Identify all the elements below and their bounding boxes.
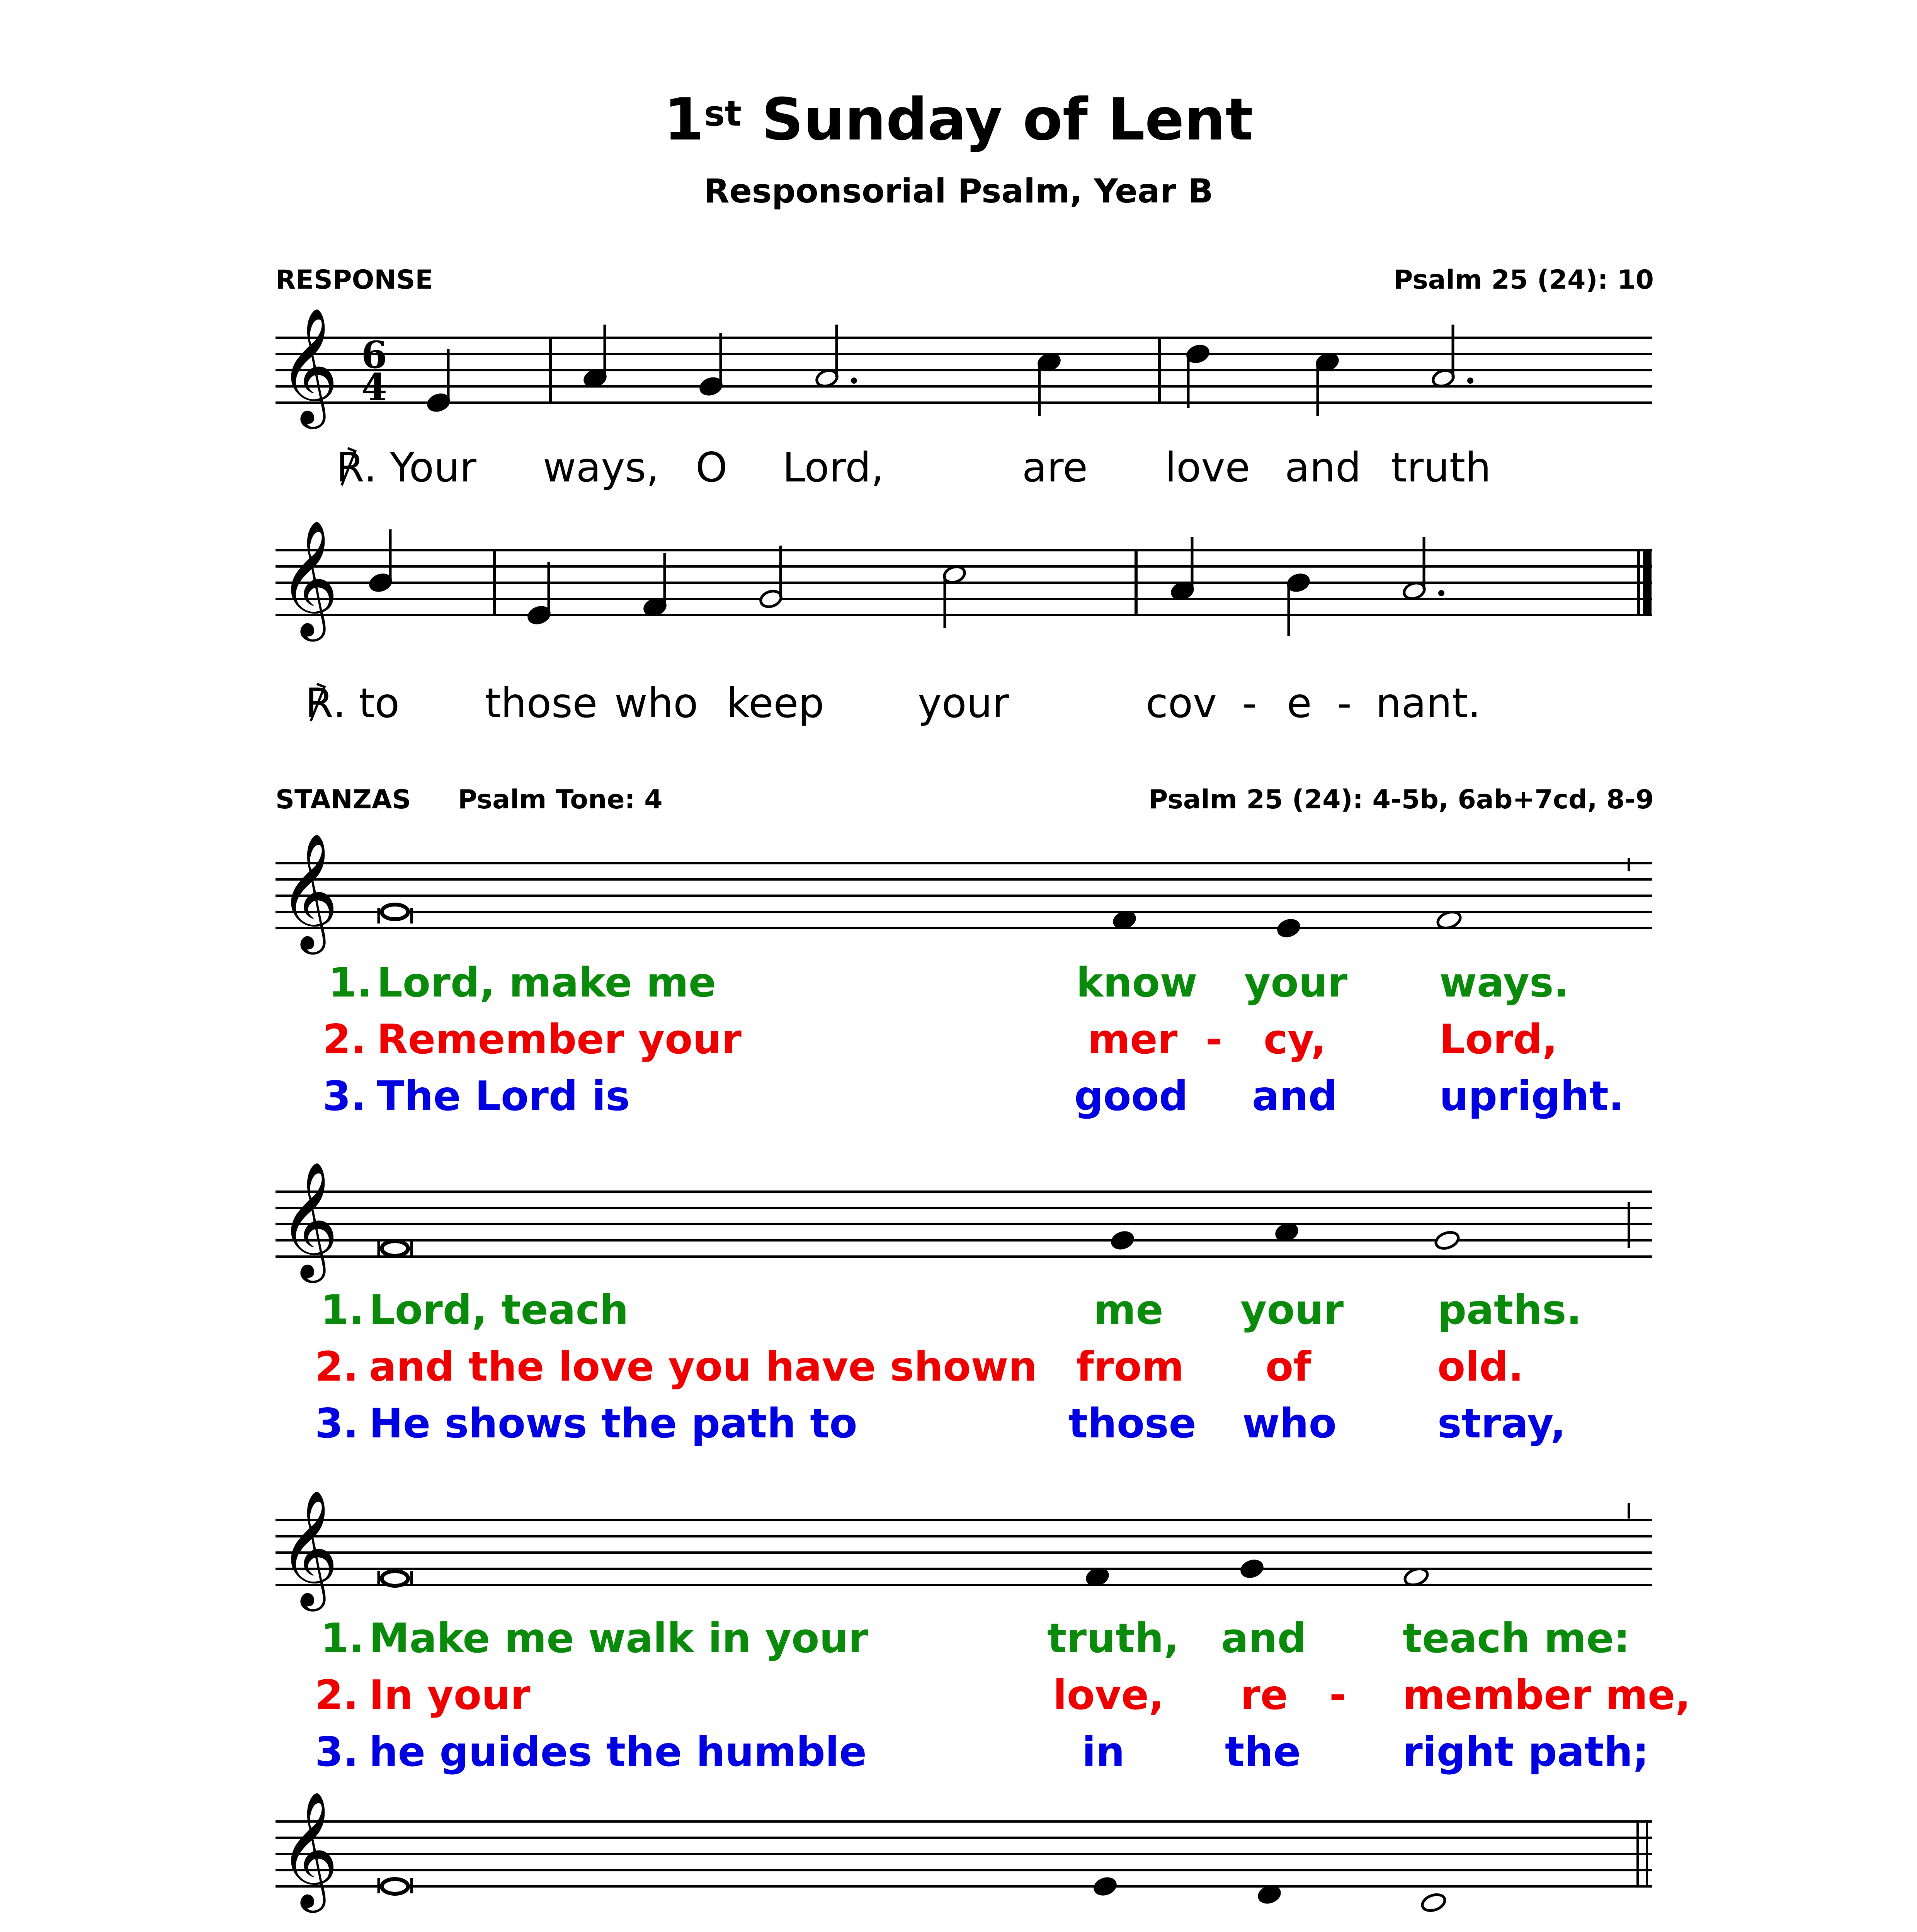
reciting-note — [382, 905, 408, 919]
stanza-text: cy, — [1264, 1016, 1327, 1063]
stanza-text: re — [1240, 1672, 1288, 1719]
dot — [1467, 378, 1473, 384]
lyric: e — [1287, 680, 1312, 727]
response-reference: Psalm 25 (24): 10 — [1393, 265, 1654, 295]
stanza-staff-1 — [0, 827, 1917, 981]
final-barline-thick — [1643, 550, 1652, 615]
lyric: keep — [726, 680, 824, 727]
stanza-text: - — [1329, 1672, 1346, 1719]
stanza-text: and the love you have shown — [369, 1343, 1038, 1390]
time-signature-top: 6 — [361, 333, 387, 377]
stanza-number: 3. — [315, 1728, 359, 1776]
stanza-number: 1. — [321, 1615, 364, 1662]
stanza-text: upright. — [1439, 1073, 1624, 1120]
stanza-number: 3. — [323, 1073, 366, 1120]
stanza-text: truth, — [1047, 1615, 1179, 1662]
stanza-text: me — [1094, 1286, 1163, 1333]
psalm-tone: Psalm Tone: 4 — [458, 784, 663, 815]
stanzas-label: STANZAS — [276, 784, 411, 815]
lyric: those — [485, 680, 598, 727]
stanza-text: in — [1082, 1728, 1125, 1776]
reciting-note — [382, 1879, 408, 1894]
lyric: ways, — [543, 444, 659, 491]
stanza-text: ways. — [1439, 959, 1569, 1006]
stanza-text: mer — [1088, 1016, 1178, 1063]
treble-clef-icon: 𝄞 — [279, 833, 338, 949]
dot — [851, 378, 857, 384]
lyric: are — [1022, 444, 1088, 491]
note — [1420, 1892, 1447, 1913]
time-signature-bottom: 4 — [361, 366, 387, 409]
stanza-text: teach me: — [1403, 1615, 1630, 1662]
stanza-text: In your — [369, 1672, 531, 1719]
treble-clef-icon: 𝄞 — [279, 1161, 338, 1278]
stanza-text: and — [1221, 1615, 1306, 1662]
stanza-number: 1. — [328, 959, 372, 1006]
reciting-note — [382, 1571, 408, 1586]
lyric: cov — [1146, 680, 1217, 727]
stanza-text: paths. — [1437, 1286, 1582, 1333]
stanza-text: Lord, make me — [377, 959, 716, 1006]
stanza-text: stray, — [1437, 1400, 1566, 1447]
stanza-text: from — [1076, 1343, 1184, 1390]
lyric: ℟. to — [305, 680, 400, 727]
stanza-text: right path; — [1403, 1728, 1649, 1776]
treble-clef-icon: 𝄞 — [279, 1490, 338, 1606]
stanza-text: Make me walk in your — [369, 1615, 868, 1662]
response-staff-1 — [0, 301, 1917, 456]
stanza-text: those — [1068, 1400, 1196, 1447]
staff-lines — [276, 550, 1652, 615]
treble-clef-icon: 𝄞 — [279, 307, 338, 424]
reciting-note — [382, 1241, 408, 1256]
stanza-text: old. — [1437, 1343, 1524, 1390]
stanza-number: 2. — [315, 1343, 359, 1390]
title-text: Sunday of Lent — [762, 86, 1254, 153]
lyric: Lord, — [782, 444, 884, 491]
lyric: and — [1285, 444, 1361, 491]
lyric: truth — [1391, 444, 1491, 491]
stanza-text: the — [1225, 1728, 1301, 1776]
stanza-text: - — [1206, 1016, 1223, 1063]
title-ordinal-number: 1 — [663, 86, 704, 153]
stanza-text: The Lord is — [377, 1073, 630, 1120]
stanza-number: 3. — [315, 1400, 359, 1447]
lyric: who — [614, 680, 698, 727]
stanza-text: know — [1076, 959, 1197, 1006]
response-staff-2 — [0, 514, 1917, 668]
lyric: O — [696, 444, 728, 491]
stanza-number: 1. — [321, 1286, 364, 1333]
note — [1240, 1558, 1264, 1579]
lyric: - — [1337, 680, 1352, 727]
stanza-text: member me, — [1403, 1672, 1691, 1719]
lyric: your — [918, 680, 1009, 727]
lyric: - — [1242, 680, 1257, 727]
stanza-text: Remember your — [377, 1016, 742, 1063]
stanza-text: He shows the path to — [369, 1400, 857, 1447]
stanza-number: 2. — [315, 1672, 359, 1719]
lyric: nant. — [1376, 680, 1481, 727]
note — [1110, 1230, 1135, 1251]
stanza-text: and — [1252, 1073, 1337, 1120]
stanza-text: of — [1266, 1343, 1311, 1390]
note — [1276, 918, 1301, 939]
lyric: ℟. Your — [336, 444, 476, 491]
stanza-text: who — [1242, 1400, 1337, 1447]
stanza-text: Lord, teach — [369, 1286, 629, 1333]
stanza-text: your — [1240, 1286, 1344, 1333]
note — [1093, 1876, 1118, 1897]
page-subtitle: Responsorial Psalm, Year B — [704, 172, 1213, 211]
stanza-text: your — [1244, 959, 1348, 1006]
treble-clef-icon: 𝄞 — [279, 520, 338, 636]
stanza-text: good — [1074, 1073, 1188, 1120]
stanzas-reference: Psalm 25 (24): 4-5b, 6ab+7cd, 8-9 — [1148, 784, 1654, 815]
stanza-number: 2. — [323, 1016, 366, 1063]
dot — [1438, 590, 1444, 596]
stanza-staff-2 — [0, 1155, 1917, 1310]
stanza-text: love, — [1053, 1672, 1164, 1719]
treble-clef-icon: 𝄞 — [279, 1791, 338, 1908]
stanza-text: he guides the humble — [369, 1728, 867, 1776]
response-label: RESPONSE — [276, 265, 433, 295]
title-ordinal-suffix: st — [704, 94, 742, 134]
lyric: love — [1165, 444, 1250, 491]
note — [1434, 1230, 1460, 1251]
stanza-text: Lord, — [1439, 1016, 1558, 1063]
page-title — [0, 83, 1917, 156]
stanza-staff-4 — [0, 1785, 1917, 1932]
